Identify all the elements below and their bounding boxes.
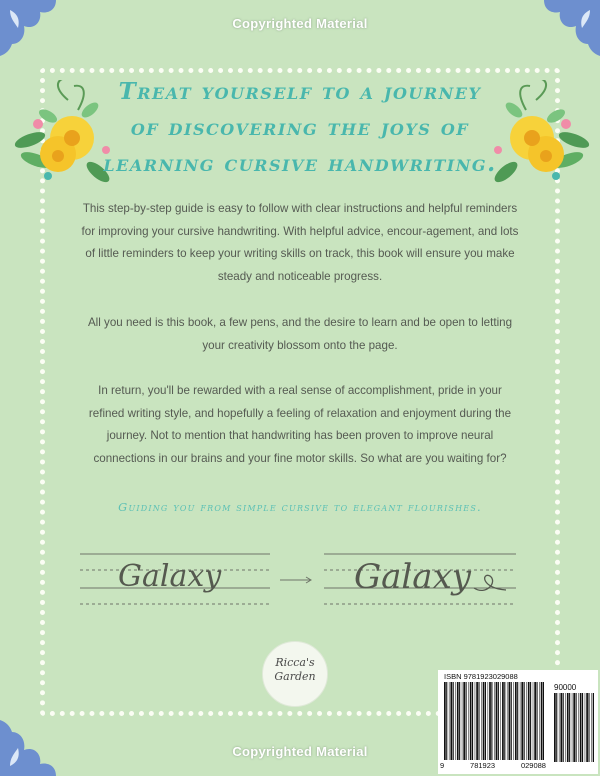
barcode-bar bbox=[457, 682, 459, 760]
barcode-bar bbox=[498, 682, 499, 760]
barcode-bar bbox=[450, 682, 452, 760]
barcode-bar bbox=[588, 693, 589, 762]
barcode-bar bbox=[530, 682, 531, 760]
barcode-bar bbox=[565, 693, 566, 762]
price-code: 90000 bbox=[554, 683, 577, 692]
barcode-bar bbox=[517, 682, 518, 760]
barcode-bar bbox=[504, 682, 505, 760]
barcode-bar bbox=[491, 682, 492, 760]
arrow-right-icon bbox=[280, 577, 311, 583]
barcode-bar bbox=[444, 682, 446, 760]
isbn-barcode bbox=[438, 670, 598, 774]
description-paragraph-3: In return, you'll be rewarded with a real sense of accomplishment, pride in your refined writing style, and hopefully a feeling of relaxation and enjoyment during the journey. Not to mention that handwriting has been proven to improve neural connections in our brains and your fine motor skills. So what are you waiting for? bbox=[88, 384, 512, 465]
barcode-bar bbox=[526, 682, 527, 760]
barcode-bar bbox=[573, 693, 575, 762]
description-paragraph-2: All you need is this book, a few pens, and the desire to learn and be open to letting your creativity blossom onto the page. bbox=[87, 316, 513, 352]
barcode-bar bbox=[515, 682, 517, 760]
publisher-logo-line1: Ricca's bbox=[275, 656, 315, 669]
copyright-watermark-top: Copyrighted Material bbox=[232, 16, 368, 31]
barcode-bar bbox=[559, 693, 560, 762]
barcode-bar bbox=[462, 682, 463, 760]
barcode-bar bbox=[446, 682, 447, 760]
isbn-digit-group-1: 781923 bbox=[470, 761, 496, 770]
barcode-bar bbox=[472, 682, 473, 760]
barcode-bar bbox=[463, 682, 465, 760]
description-paragraph-1: This step-by-step guide is easy to follow with clear instructions and helpful reminders for improving your cursive handwriting. With helpful advice, encour-agement, and lots of little reminders to keep your writing skills on track, this book will ensure you make steady and noticeable progress. bbox=[81, 202, 519, 283]
barcode-bar bbox=[585, 693, 586, 762]
barcode-bar bbox=[567, 693, 569, 762]
barcode-bar bbox=[582, 693, 583, 762]
barcode-bar bbox=[556, 693, 557, 762]
barcode-bar bbox=[576, 693, 577, 762]
barcode-bar bbox=[459, 682, 460, 760]
cursive-simple-word: Galaxy bbox=[118, 559, 222, 594]
barcode-bar bbox=[521, 682, 523, 760]
barcode-bar bbox=[580, 693, 582, 762]
copyright-watermark-bottom: Copyrighted Material bbox=[232, 744, 368, 759]
barcode-bar bbox=[539, 682, 540, 760]
cursive-example bbox=[70, 544, 530, 620]
barcode-bar bbox=[476, 682, 478, 760]
barcode-bar bbox=[470, 682, 472, 760]
barcode-bar bbox=[513, 682, 514, 760]
barcode-bar bbox=[481, 682, 482, 760]
barcode-bar bbox=[488, 682, 489, 760]
isbn-digits bbox=[438, 761, 548, 770]
barcode-bar bbox=[475, 682, 476, 760]
barcode-bar bbox=[507, 682, 508, 760]
barcode-bar bbox=[534, 682, 536, 760]
barcode-addon-bars bbox=[554, 693, 594, 762]
barcode-bar bbox=[541, 682, 543, 760]
barcode-bar bbox=[496, 682, 498, 760]
barcode-bar bbox=[543, 682, 544, 760]
barcode-bar bbox=[478, 682, 479, 760]
barcode-bar bbox=[453, 682, 454, 760]
barcode-bar bbox=[466, 682, 467, 760]
tagline: Guiding you from simple cursive to elegant flourishes. bbox=[118, 500, 482, 514]
barcode-bar bbox=[511, 682, 512, 760]
barcode-bar bbox=[502, 682, 504, 760]
barcode-bar bbox=[572, 693, 573, 762]
barcode-bar bbox=[537, 682, 538, 760]
isbn-digit-prefix: 9 bbox=[440, 761, 445, 770]
barcode-bar bbox=[520, 682, 521, 760]
flower-bouquet-right-icon bbox=[484, 80, 596, 192]
cursive-elegant-word: Galaxy bbox=[354, 557, 471, 597]
barcode-bar bbox=[483, 682, 485, 760]
barcode-bars bbox=[444, 682, 544, 762]
barcode-bar bbox=[591, 693, 592, 762]
barcode-bar bbox=[578, 693, 579, 762]
barcode-bar bbox=[563, 693, 564, 762]
barcode-bar bbox=[494, 682, 495, 760]
headline: Treat yourself to a journey of discovering the joys of learning cursive handwriting. bbox=[103, 78, 497, 177]
barcode-bar bbox=[501, 682, 502, 760]
barcode-bar bbox=[533, 682, 534, 760]
barcode-bar bbox=[449, 682, 450, 760]
barcode-bar bbox=[509, 682, 511, 760]
isbn-digit-group-2: 029088 bbox=[520, 761, 546, 770]
barcode-bar bbox=[524, 682, 525, 760]
barcode-bar bbox=[554, 693, 556, 762]
barcode-bar bbox=[569, 693, 570, 762]
barcode-bar bbox=[528, 682, 530, 760]
barcode-bar bbox=[468, 682, 469, 760]
publisher-logo bbox=[262, 641, 328, 707]
barcode-bar bbox=[560, 693, 562, 762]
isbn-label: ISBN 9781923029088 bbox=[444, 672, 518, 681]
publisher-logo-line2: Garden bbox=[274, 670, 316, 683]
barcode-bar bbox=[586, 693, 588, 762]
barcode-bar bbox=[593, 693, 594, 762]
barcode-bar bbox=[489, 682, 491, 760]
barcode-bar bbox=[455, 682, 456, 760]
barcode-bar bbox=[485, 682, 486, 760]
